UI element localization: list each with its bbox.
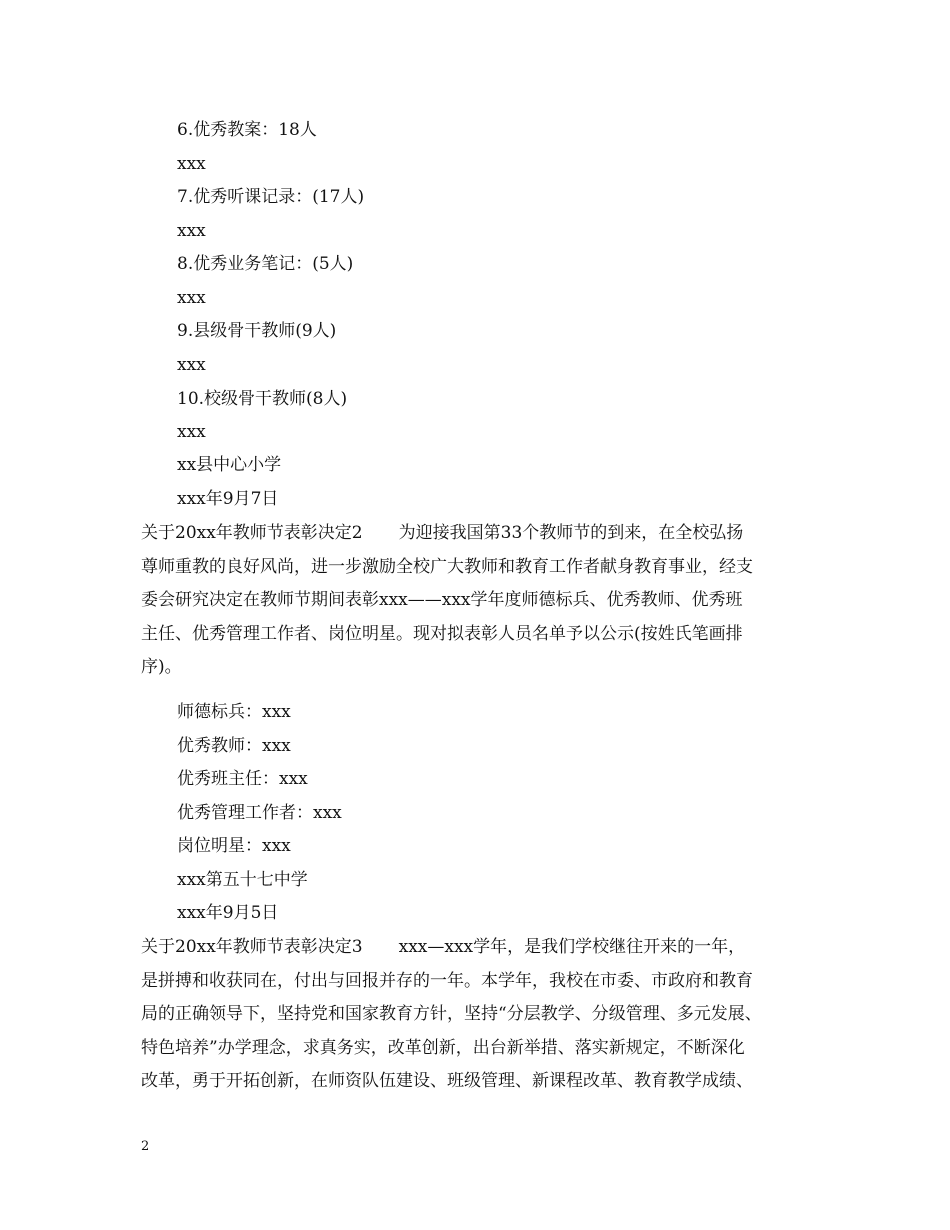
decision-3-body-line: 改革，勇于开拓创新，在师资队伍建设、班级管理、新课程改革、教育教学成绩、 [141,1071,753,1091]
honoree-item: 优秀班主任：xxx [177,769,308,789]
decision-3-body-line: 特色培养”办学理念，求真务实，改革创新，出台新举措、落实新规定，不断深化 [141,1038,745,1058]
decision-3-opening-text: xxx—xxx学年，是我们学校继往开来的一年， [398,937,746,957]
decision-2-opening-text: 为迎接我国第33个教师节的到来，在全校弘扬 [398,523,744,543]
placeholder-name: xxx [177,221,206,241]
placeholder-name: xxx [177,355,206,375]
placeholder-name: xxx [177,288,206,308]
award-item-excellent-lesson-plans: 6.优秀教案：18人 [177,120,317,140]
decision-3-body-line: 局的正确领导下，坚持党和国家教育方针，坚持“分层教学、分级管理、多元发展、 [141,1004,762,1024]
decision-2-heading: 关于20xx年教师节表彰决定2 [141,523,363,543]
decision-3-heading: 关于20xx年教师节表彰决定3 [141,937,363,957]
school-signature: xxx第五十七中学 [177,870,308,890]
decision-2-body-line: 委会研究决定在教师节期间表彰xxx——xxx学年度师德标兵、优秀教师、优秀班 [141,590,743,610]
decision-3-body-line: 是拼搏和收获同在，付出与回报并存的一年。本学年，我校在市委、市政府和教育 [141,971,753,991]
award-item-county-backbone-teachers: 9.县级骨干教师(9人) [177,321,337,341]
award-item-excellent-business-notes: 8.优秀业务笔记：(5人) [177,254,354,274]
decision-2-body-line: 主任、优秀管理工作者、岗位明星。现对拟表彰人员名单予以公示(按姓氏笔画排 [141,624,743,644]
signature-date: xxx年9月7日 [177,489,279,509]
decision-2-first-line [141,521,743,545]
placeholder-name: xxx [177,154,206,174]
honoree-item: 师德标兵：xxx [177,702,291,722]
award-item-excellent-lecture-records: 7.优秀听课记录：(17人) [177,187,365,207]
signature-date: xxx年9月5日 [177,903,279,923]
decision-2-body-line: 序)。 [141,657,182,677]
decision-2-body-line: 尊师重教的良好风尚，进一步激励全校广大教师和教育工作者献身教育事业，经支 [141,557,753,577]
award-item-school-backbone-teachers: 10.校级骨干教师(8人) [177,389,348,409]
placeholder-name: xxx [177,422,206,442]
honoree-item: 优秀管理工作者：xxx [177,803,342,823]
school-signature: xx县中心小学 [177,455,282,475]
page-number: 2 [141,1139,150,1154]
honoree-item: 优秀教师：xxx [177,736,291,756]
decision-3-first-line [141,935,745,959]
honoree-item: 岗位明星：xxx [177,836,291,856]
